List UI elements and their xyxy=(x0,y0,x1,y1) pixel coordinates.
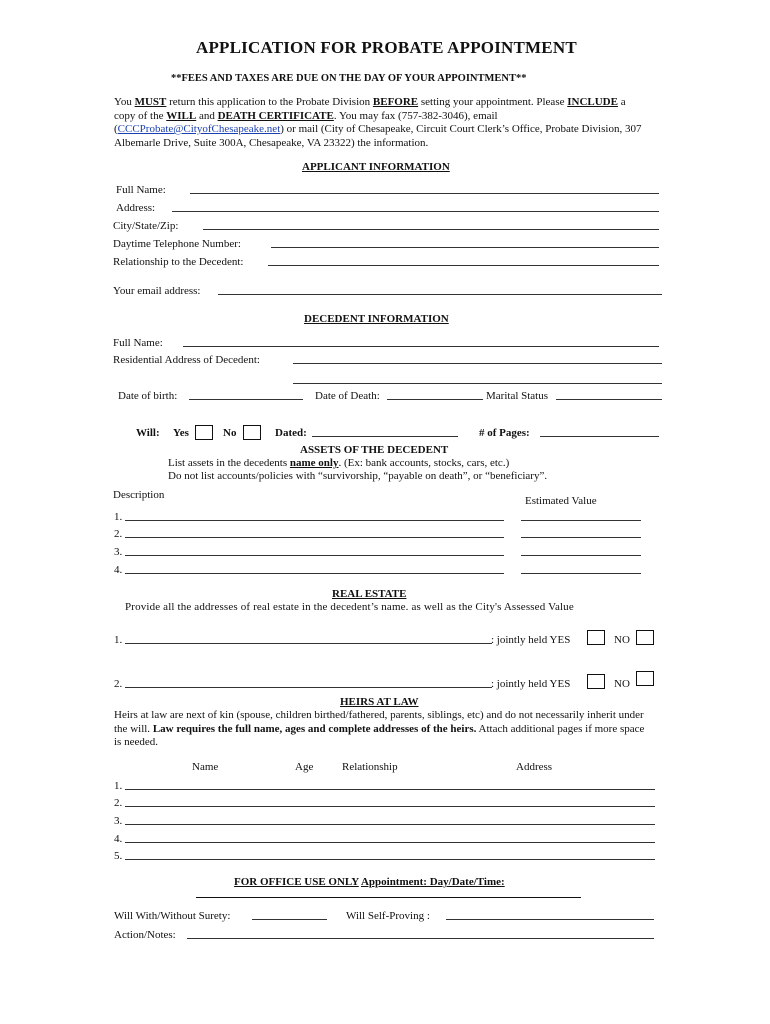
heir-field[interactable] xyxy=(125,859,655,860)
real-estate-address-field[interactable] xyxy=(125,687,492,688)
asset-description-field[interactable] xyxy=(125,537,504,538)
marital-status-field[interactable] xyxy=(556,399,662,400)
appointment-field[interactable] xyxy=(196,897,581,898)
heirs-col-address: Address xyxy=(516,761,553,773)
applicant-phone-field[interactable] xyxy=(271,247,659,248)
dated-field[interactable] xyxy=(312,436,458,437)
applicant-address-label: Address: xyxy=(116,202,156,214)
real-estate-heading: REAL ESTATE xyxy=(332,588,407,600)
heir-row-number: 4. xyxy=(114,833,123,845)
jointly-held-label: : jointly held YES xyxy=(491,678,571,690)
applicant-city-field[interactable] xyxy=(203,229,659,230)
applicant-relationship-field[interactable] xyxy=(268,265,659,266)
heirs-col-age: Age xyxy=(295,761,314,773)
surety-label: Will With/Without Surety: xyxy=(114,910,231,922)
dated-label: Dated: xyxy=(275,427,307,439)
self-proving-label: Will Self-Proving : xyxy=(346,910,430,922)
will-no-label: No xyxy=(223,427,237,439)
asset-value-field[interactable] xyxy=(521,555,641,556)
surety-field[interactable] xyxy=(252,919,327,920)
will-yes-checkbox[interactable] xyxy=(195,425,213,440)
applicant-city-label: City/State/Zip: xyxy=(113,220,179,232)
action-notes-field[interactable] xyxy=(187,938,654,939)
heirs-col-relationship: Relationship xyxy=(342,761,398,773)
applicant-heading: APPLICANT INFORMATION xyxy=(302,161,450,173)
heir-row-number: 2. xyxy=(114,797,123,809)
asset-row-number: 4. xyxy=(114,564,123,576)
jointly-held-no-checkbox[interactable] xyxy=(636,671,654,686)
real-estate-row-number: 1. xyxy=(114,634,123,646)
real-estate-row-number: 2. xyxy=(114,678,123,690)
asset-value-field[interactable] xyxy=(521,573,641,574)
asset-value-field[interactable] xyxy=(521,537,641,538)
marital-status-label: Marital Status xyxy=(486,390,549,402)
action-notes-label: Action/Notes: xyxy=(114,929,176,941)
real-estate-note: Provide all the addresses of real estate in the decedent’s name. as well as the City's Assessed Value xyxy=(125,601,574,613)
applicant-address-field[interactable] xyxy=(172,211,659,212)
dod-label: Date of Death: xyxy=(315,390,380,402)
asset-description-field[interactable] xyxy=(125,520,504,521)
jointly-held-no-label: NO xyxy=(614,678,630,690)
self-proving-field[interactable] xyxy=(446,919,654,920)
decedent-residential-label: Residential Address of Decedent: xyxy=(113,354,260,366)
jointly-held-yes-checkbox[interactable] xyxy=(587,630,605,645)
decedent-residential-field-1[interactable] xyxy=(293,363,662,364)
heirs-paragraph: Heirs at law are next of kin (spouse, children birthed/fathered, parents, siblings, etc) and do not necessarily inherit under the will. Law requires the full name, ages and complete addresses of the heirs. Attach additional pages if more space is needed. xyxy=(114,709,645,748)
assets-description-header: Description xyxy=(113,489,165,501)
decedent-full-name-label: Full Name: xyxy=(113,337,163,349)
asset-row-number: 3. xyxy=(114,546,123,558)
will-yes-label: Yes xyxy=(173,427,189,439)
office-use-only: FOR OFFICE USE ONLY Appointment: Day/Date/Time: xyxy=(234,876,505,888)
assets-note-2: Do not list accounts/policies with “survivorship, “payable on death”, or “beneficiary”. xyxy=(168,470,548,482)
applicant-email-field[interactable] xyxy=(218,294,662,295)
heir-field[interactable] xyxy=(125,842,655,843)
asset-description-field[interactable] xyxy=(125,555,504,556)
asset-value-field[interactable] xyxy=(521,520,641,521)
applicant-full-name-field[interactable] xyxy=(190,193,659,194)
applicant-relationship-label: Relationship to the Decedent: xyxy=(113,256,244,268)
applicant-phone-label: Daytime Telephone Number: xyxy=(113,238,241,250)
heir-row-number: 1. xyxy=(114,780,123,792)
asset-row-number: 1. xyxy=(114,511,123,523)
assets-estimated-header: Estimated Value xyxy=(525,495,597,507)
heir-field[interactable] xyxy=(125,789,655,790)
asset-row-number: 2. xyxy=(114,528,123,540)
pages-field[interactable] xyxy=(540,436,659,437)
jointly-held-label: : jointly held YES xyxy=(491,634,571,646)
jointly-held-yes-checkbox[interactable] xyxy=(587,674,605,689)
decedent-residential-field-2[interactable] xyxy=(293,383,662,384)
intro-paragraph: You MUST return this application to the Probate Division BEFORE setting your appointment. Please INCLUDE a copy of the WILL and DEATH CERTIFICATE. You may fax (757-382-3046), email (CCCProbate@CityofChesapeake.net) or mail (City of Chesapeake, Circuit Court Clerk’s Office, Probate Division, 307 Albemarle Drive, Suite 300A, Chesapeake, VA 23322) the information. xyxy=(114,96,642,149)
assets-note-1: List assets in the decedents name only. (Ex: bank accounts, stocks, cars, etc.) xyxy=(168,457,510,469)
jointly-held-no-checkbox[interactable] xyxy=(636,630,654,645)
assets-heading: ASSETS OF THE DECEDENT xyxy=(300,444,449,456)
email-link[interactable]: CCCProbate@CityofChesapeake.net xyxy=(117,123,281,135)
heir-row-number: 5. xyxy=(114,850,123,862)
heirs-col-name: Name xyxy=(192,761,219,773)
asset-description-field[interactable] xyxy=(125,573,504,574)
real-estate-address-field[interactable] xyxy=(125,643,492,644)
jointly-held-no-label: NO xyxy=(614,634,630,646)
heir-field[interactable] xyxy=(125,806,655,807)
fees-notice: **FEES AND TAXES ARE DUE ON THE DAY OF YOUR APPOINTMENT** xyxy=(171,73,527,84)
pages-label: # of Pages: xyxy=(479,427,530,439)
will-no-checkbox[interactable] xyxy=(243,425,261,440)
heir-field[interactable] xyxy=(125,824,655,825)
decedent-heading: DECEDENT INFORMATION xyxy=(304,313,449,325)
decedent-full-name-field[interactable] xyxy=(183,346,659,347)
heirs-heading: HEIRS AT LAW xyxy=(340,696,419,708)
heir-row-number: 3. xyxy=(114,815,123,827)
dod-field[interactable] xyxy=(387,399,483,400)
dob-label: Date of birth: xyxy=(118,390,178,402)
applicant-full-name-label: Full Name: xyxy=(116,184,166,196)
applicant-email-label: Your email address: xyxy=(113,285,201,297)
page-title: APPLICATION FOR PROBATE APPOINTMENT xyxy=(196,38,577,57)
will-label: Will: xyxy=(136,427,160,439)
dob-field[interactable] xyxy=(189,399,303,400)
